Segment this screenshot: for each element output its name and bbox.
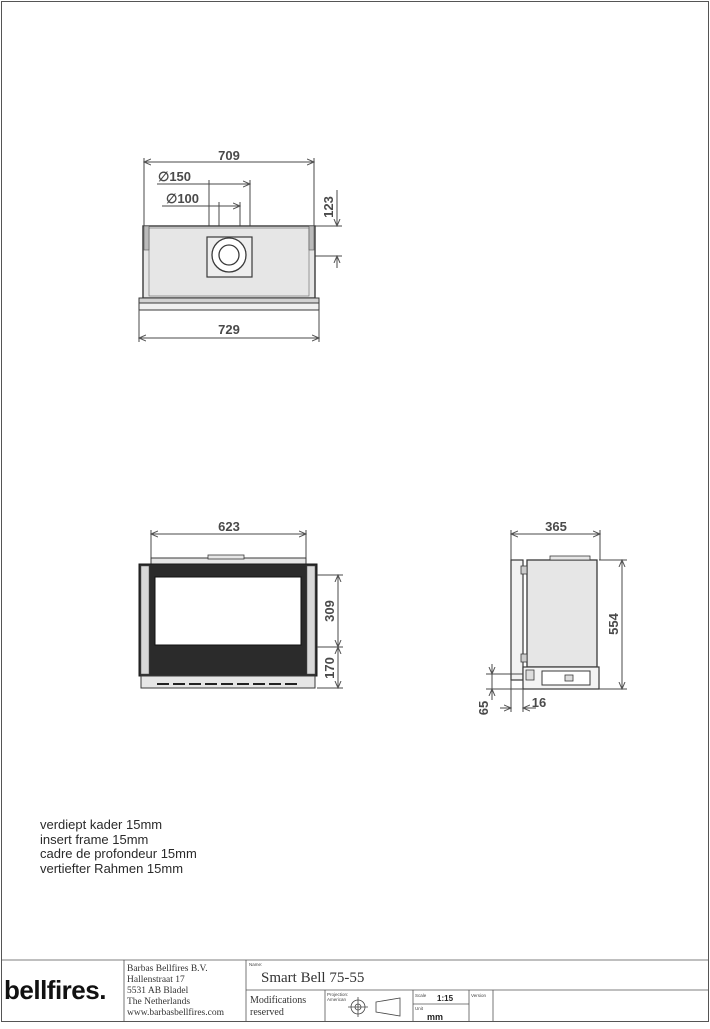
dim-309-label: 309 bbox=[322, 600, 337, 622]
flue-inner-circle bbox=[219, 245, 239, 265]
modifications-line: Modifications bbox=[250, 995, 307, 1006]
address-line: Barbas Bellfires B.V. bbox=[127, 964, 208, 974]
dim-65-label: 65 bbox=[476, 700, 491, 716]
dim-16-label: 16 bbox=[531, 695, 547, 710]
note-french: cadre de profondeur 15mm bbox=[40, 846, 197, 861]
front-view bbox=[139, 530, 343, 688]
dim-554-label: 554 bbox=[606, 613, 621, 635]
address-line: The Netherlands bbox=[127, 997, 191, 1007]
company-address bbox=[127, 964, 224, 1019]
dim-729-label: 729 bbox=[218, 322, 240, 337]
top-view-frame-strip bbox=[139, 298, 319, 303]
address-line: Hallenstraat 17 bbox=[127, 975, 185, 985]
note-dutch: verdiept kader 15mm bbox=[40, 817, 163, 832]
front-bottom-grill bbox=[141, 676, 315, 688]
dim-365-label: 365 bbox=[545, 519, 567, 534]
top-view bbox=[139, 158, 342, 342]
website-link[interactable]: www.barbasbellfires.com bbox=[127, 1008, 224, 1018]
dim-623-label: 623 bbox=[218, 519, 240, 534]
modifications-note bbox=[250, 995, 306, 1019]
bellfires-logo: bellfires. bbox=[4, 975, 106, 1005]
dim-123-label: 123 bbox=[321, 196, 336, 218]
note-german: vertiefter Rahmen 15mm bbox=[40, 860, 184, 876]
dim-170-label: 170 bbox=[322, 657, 337, 679]
dim-709-label: 709 bbox=[218, 148, 240, 163]
unit-value: mm bbox=[427, 1012, 444, 1022]
scale-field-label: Scale bbox=[415, 993, 427, 998]
dim-flue-150-label: ∅150 bbox=[158, 169, 192, 184]
dim-flue-100-label: ∅100 bbox=[166, 191, 200, 206]
note-english: insert frame 15mm bbox=[40, 831, 149, 847]
frame-notes bbox=[40, 818, 197, 876]
projection-symbol-icon bbox=[348, 997, 400, 1017]
projection-label: Projection: American bbox=[327, 992, 349, 1002]
side-view-body bbox=[527, 560, 597, 667]
front-glass-window bbox=[155, 577, 301, 645]
name-field-label: Name: bbox=[249, 962, 263, 967]
address-line: 5531 AB Bladel bbox=[127, 986, 189, 996]
modifications-line: reserved bbox=[250, 1007, 284, 1018]
product-name: Smart Bell 75-55 bbox=[261, 970, 365, 986]
scale-value: 1:15 bbox=[437, 994, 454, 1003]
version-field-label: Version bbox=[471, 993, 487, 998]
unit-field-label: Unit bbox=[415, 1006, 424, 1011]
